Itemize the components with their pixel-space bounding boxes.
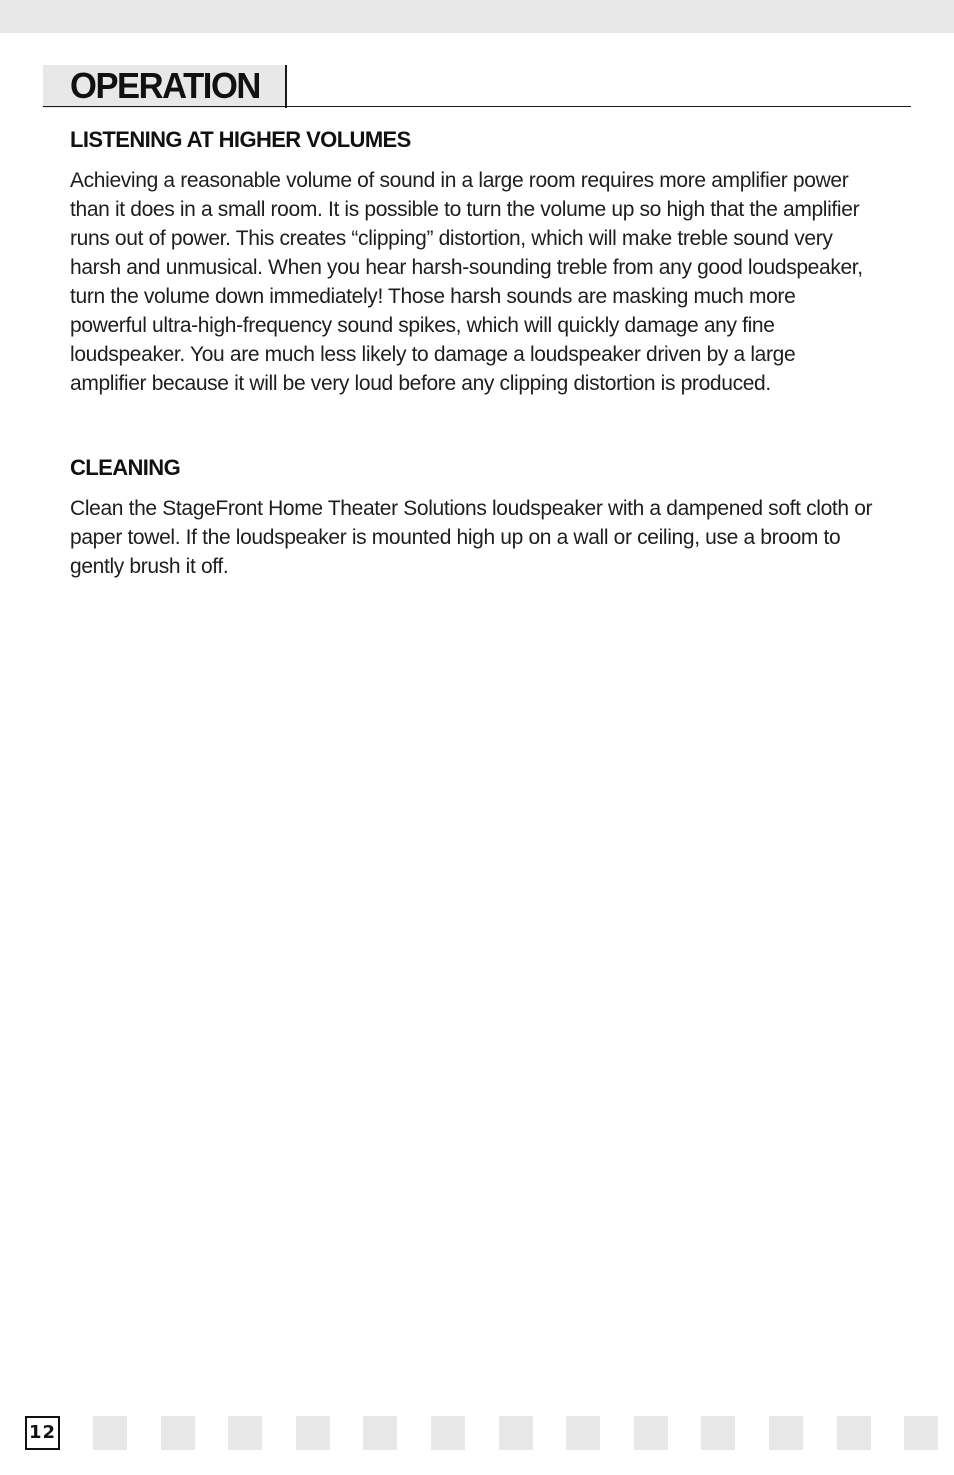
section-heading-listening: LISTENING AT HIGHER VOLUMES <box>70 127 411 152</box>
page-title: OPERATION <box>70 65 260 106</box>
footer-tab-square <box>499 1416 533 1450</box>
footer-tab-square <box>634 1416 668 1450</box>
footer-tab-square <box>769 1416 803 1450</box>
section-heading-cleaning: CLEANING <box>70 455 181 480</box>
footer-tab-square <box>363 1416 397 1450</box>
footer-tab-square <box>837 1416 871 1450</box>
footer-tab-square <box>701 1416 735 1450</box>
footer-tab-square <box>228 1416 262 1450</box>
page-number: 12 <box>25 1416 60 1450</box>
title-divider <box>285 65 287 108</box>
title-rule <box>43 106 911 107</box>
footer-tab-square <box>904 1416 938 1450</box>
section-body-listening: Achieving a reasonable volume of sound in a large room requires more amplifier power than it does in a small room. It is possible to turn the volume up so high that the amplifier runs out of power. This creates “clipping” distortion, which will make treble sound very harsh and unmusical. When you hear harsh-sounding treble from any good loudspeaker, turn the volume down immediately! Those harsh sounds are masking much more powerful ultra-high-frequency sound spikes, which will quickly damage any fine loudspeaker. You are much less likely to damage a loudspeaker driven by a large amplifier because it will be very loud before any clipping distortion is produced. <box>70 169 863 395</box>
section-body-cleaning: Clean the StageFront Home Theater Solutions loudspeaker with a dampened soft cloth or paper towel. If the loudspeaker is mounted high up on a wall or ceiling, use a broom to gently brush it off. <box>70 497 873 578</box>
footer-tab-square <box>296 1416 330 1450</box>
footer-tab-square <box>161 1416 195 1450</box>
page-footer <box>25 1416 938 1450</box>
footer-tab-square <box>566 1416 600 1450</box>
footer-tab-square <box>93 1416 127 1450</box>
top-band <box>0 0 954 33</box>
footer-tab-square <box>431 1416 465 1450</box>
